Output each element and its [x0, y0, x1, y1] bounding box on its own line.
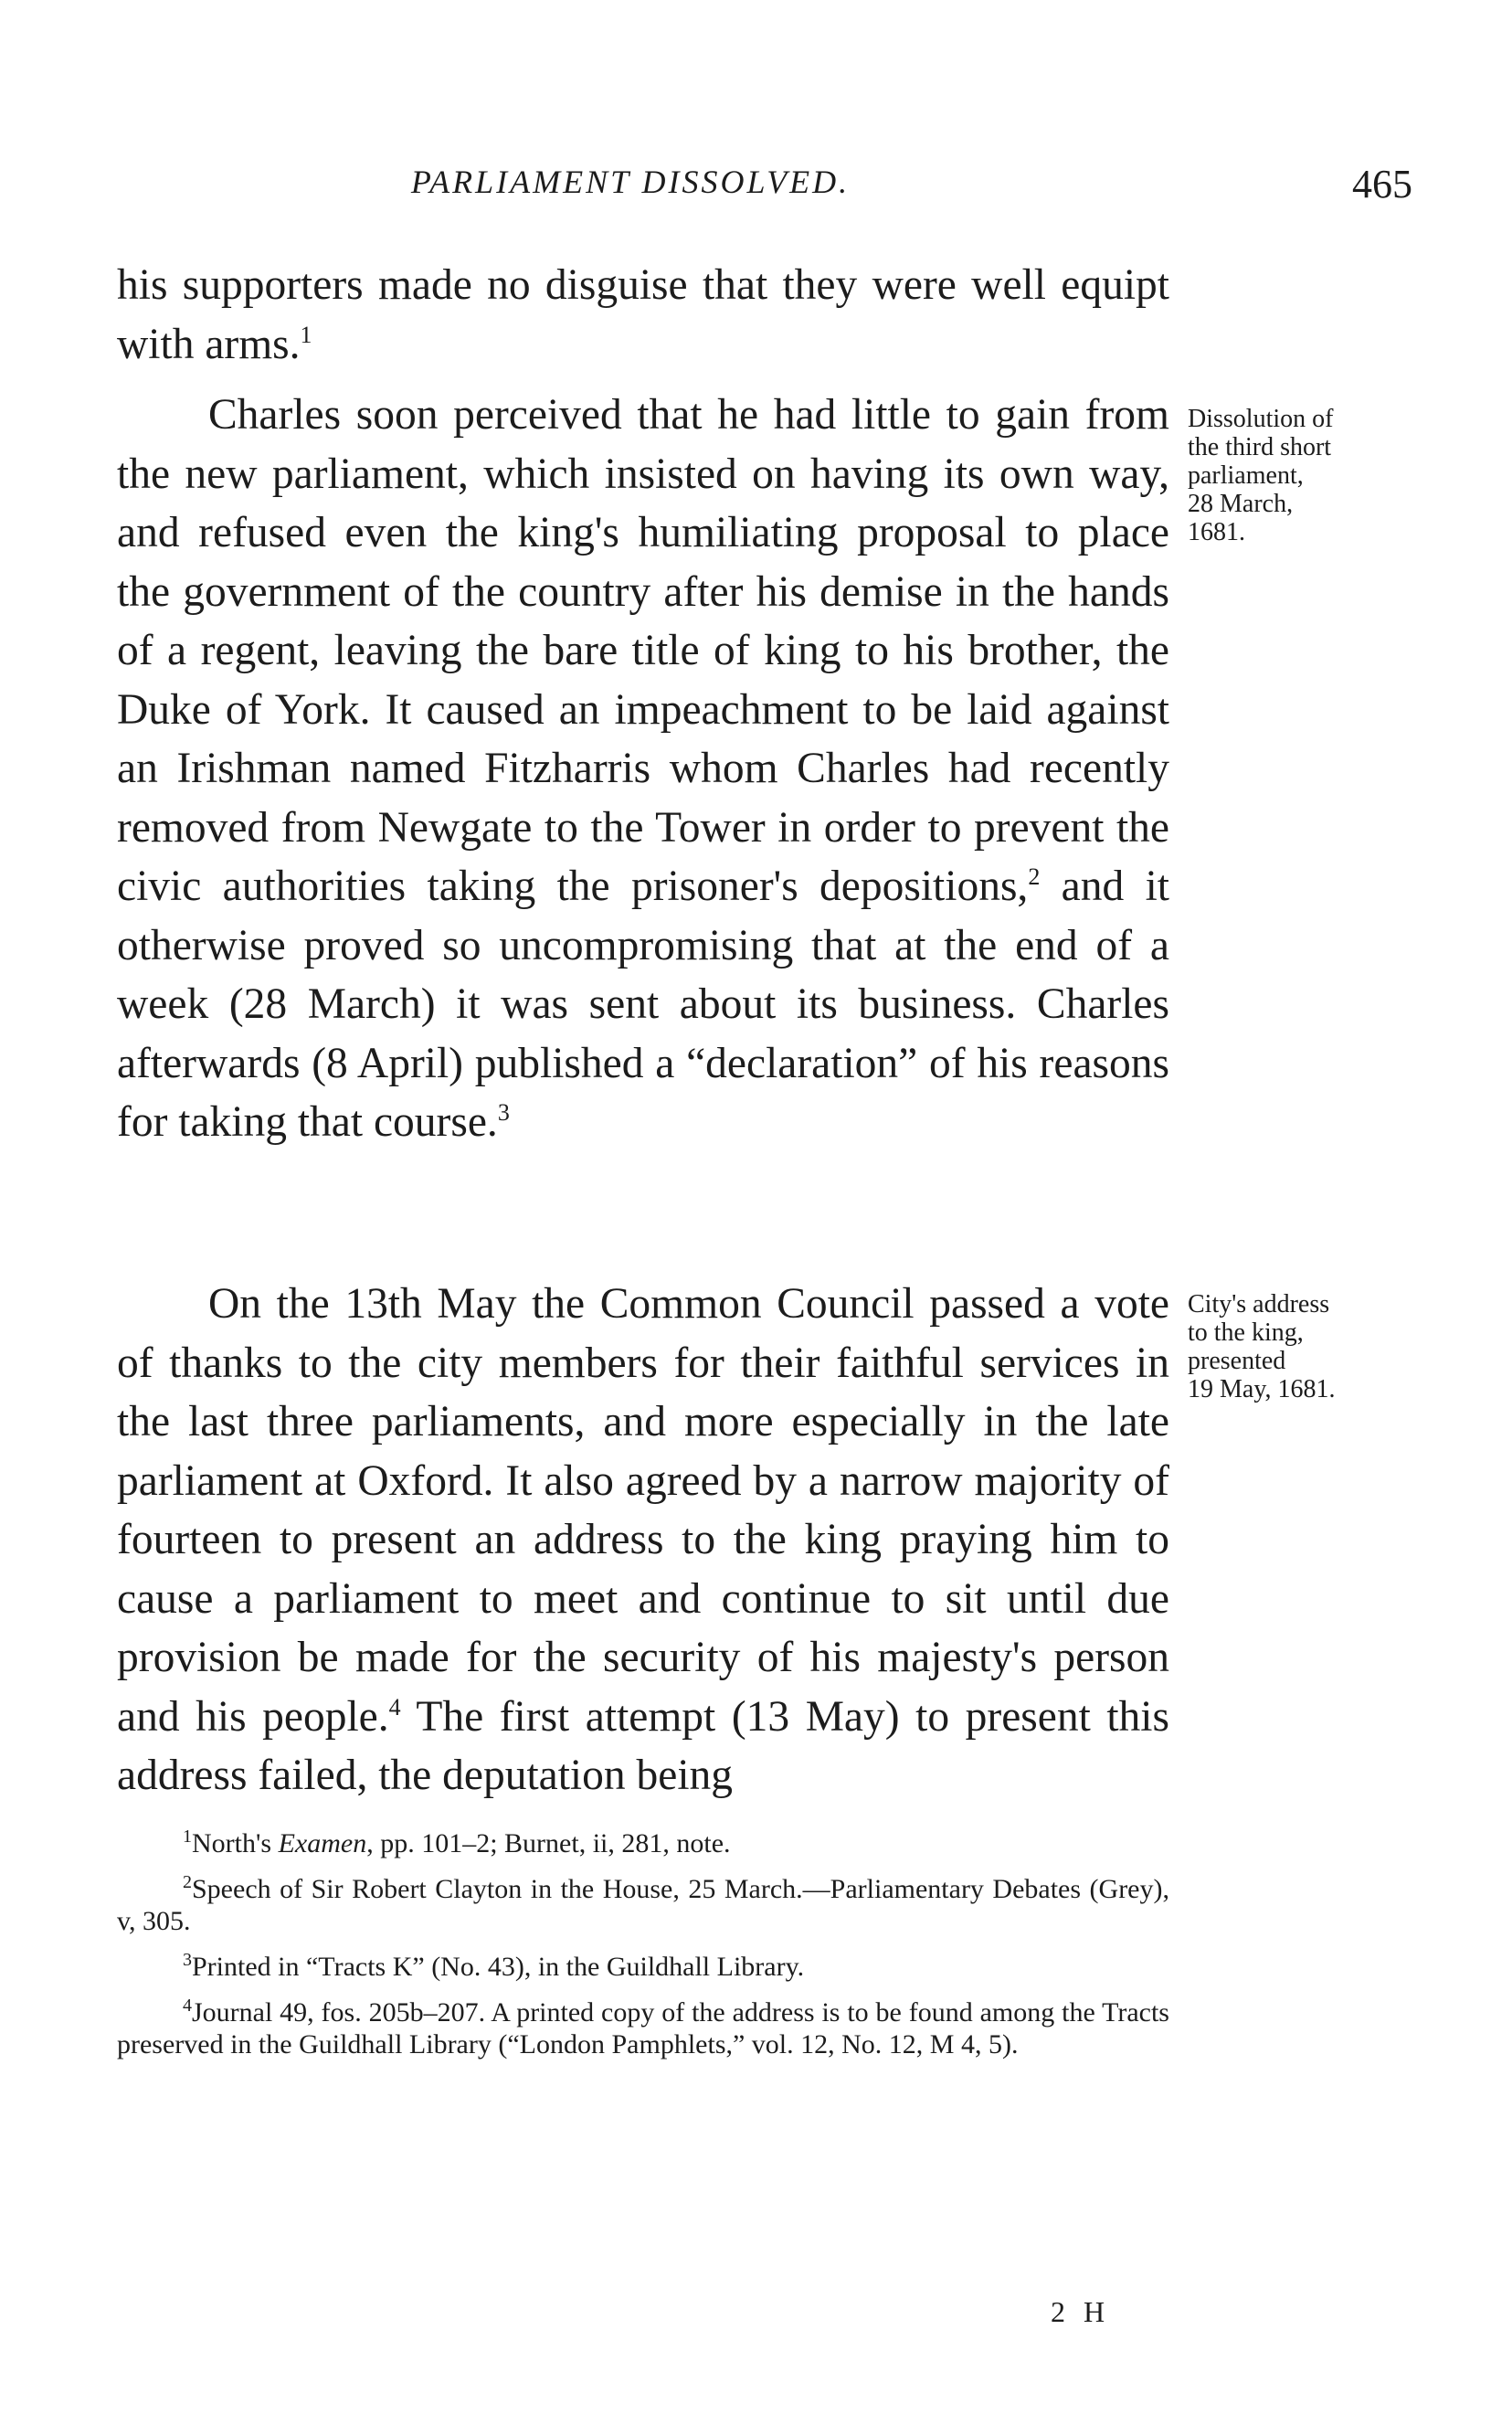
margin-note-line: 28 March,	[1188, 490, 1294, 518]
running-head: PARLIAMENT DISSOLVED.	[410, 164, 851, 200]
footnotes	[117, 1827, 1169, 2074]
margin-note-dissolution	[1188, 405, 1425, 546]
footnote-number: 4	[183, 1996, 192, 2016]
paragraph-2-text-b: and it otherwise proved so uncompromising that at the end of a week (28 March) it was sent about its business. Charles afterwards (8 April) published a “declaration” of his reasons for taking that course.	[117, 863, 1169, 1146]
footnote-text: Journal 49, fos. 205b–207. A printed copy of the address is to be found among the Tracts preserved in the Guildhall Library (“London Pamphlets,” vol. 12, No. 12, M 4, 5).	[117, 1997, 1169, 2059]
paragraph-1	[117, 256, 1169, 374]
footnote-ref-1: 1	[300, 321, 312, 348]
page-number: 465	[1352, 162, 1412, 206]
margin-note-line: parliament,	[1188, 461, 1304, 490]
margin-note-address	[1188, 1290, 1425, 1403]
footnote-text: Speech of Sir Robert Clayton in the House, 25 March.—Parliamentary Debates (Grey), v, 305.	[117, 1874, 1169, 1936]
footnote-1	[117, 1827, 1169, 1859]
footnote-text: North's	[192, 1828, 279, 1858]
footnote-ref-2: 2	[1028, 863, 1041, 891]
paragraph-1-text: his supporters made no disguise that they were well equipt with arms.	[117, 261, 1169, 368]
footnote-text: Printed in “Tracts K” (No. 43), in the Guildhall Library.	[192, 1952, 805, 1982]
paragraph-3	[117, 1275, 1169, 1805]
footnote-ref-4: 4	[388, 1693, 401, 1721]
footnote-number: 1	[183, 1826, 192, 1847]
footnote-italic-title: Examen	[278, 1828, 367, 1858]
margin-note-line: to the king,	[1188, 1318, 1304, 1347]
margin-note-line: City's address	[1188, 1290, 1330, 1318]
footnote-4	[117, 1996, 1169, 2060]
margin-note-line: 19 May, 1681.	[1188, 1375, 1336, 1403]
paragraph-3-text-b: The first attempt (13 May) to present this address failed, the deputation being	[117, 1692, 1169, 1799]
paragraph-3-text-a: On the 13th May the Common Council passed a vote of thanks to the city members for their faithful services in the last three parliaments, and more especially in the late parliament at Oxford. It also agreed by a narrow majority of fourteen to present an address to the king praying him to cause a parliament to meet and continue to sit until due provision be made for the security of his majesty's person and his people.	[117, 1280, 1169, 1741]
footnote-3	[117, 1951, 1169, 1983]
margin-note-line: presented	[1188, 1347, 1286, 1375]
footnote-2	[117, 1873, 1169, 1937]
margin-note-line: 1681.	[1188, 518, 1245, 546]
footnote-text: , pp. 101–2; Burnet, ii, 281, note.	[366, 1828, 731, 1858]
footnote-ref-3: 3	[497, 1099, 510, 1127]
footnote-number: 2	[183, 1872, 192, 1892]
paragraph-2	[117, 386, 1169, 1152]
margin-note-line: the third short	[1188, 433, 1332, 461]
signature-mark: 2 H	[1051, 2295, 1111, 2328]
margin-note-line: Dissolution of	[1188, 405, 1334, 433]
footnote-number: 3	[183, 1950, 192, 1970]
paragraph-2-text-a: Charles soon perceived that he had little to gain from the new parliament, which insisted on having its own way, and refused even the king's humiliating proposal to place the government of the country after his demise in the hands of a regent, leaving the bare title of king to his brother, the Duke of York. It caused an impeachment to be laid against an Irishman named Fitzharris whom Charles had recently removed from Newgate to the Tower in order to prevent the civic authorities taking the prisoner's depositions,	[117, 391, 1169, 910]
